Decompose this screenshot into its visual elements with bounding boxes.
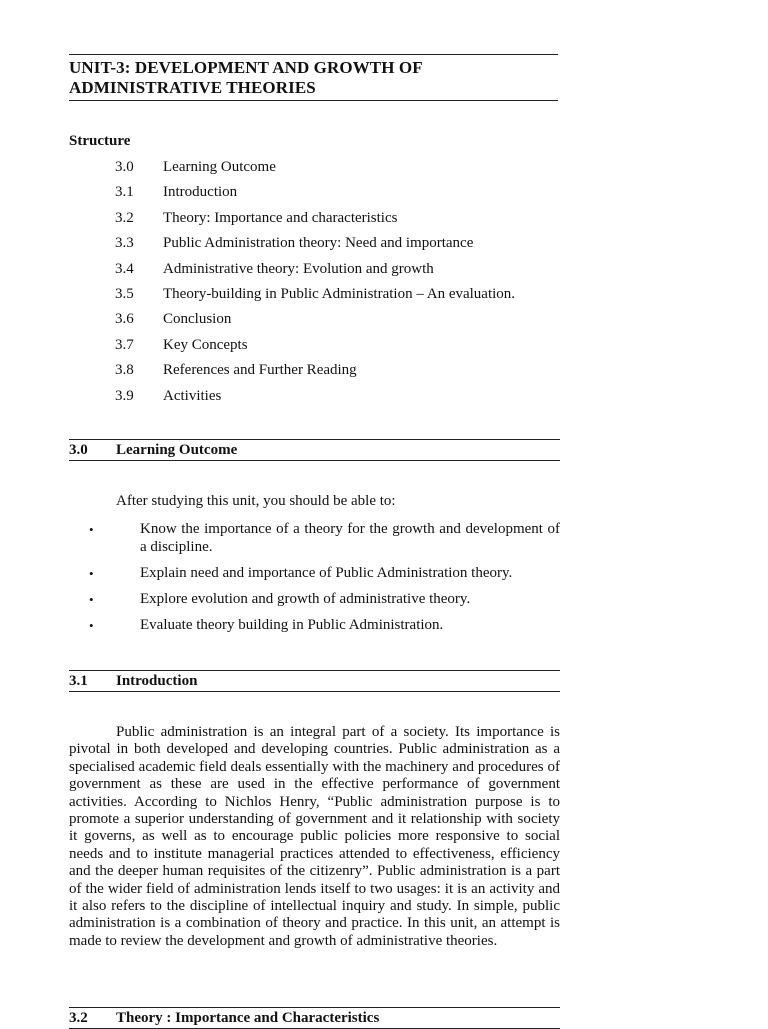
bullet-icon: •: [89, 565, 94, 581]
structure-item: [115, 157, 555, 182]
section-title: Theory : Importance and Characteristics: [116, 1010, 380, 1026]
bullet-icon: •: [89, 617, 94, 633]
structure-heading: Structure: [69, 133, 131, 149]
list-item-text: Explore evolution and growth of administrative theory.: [140, 590, 471, 607]
unit-title-line-2: ADMINISTRATIVE THEORIES: [69, 78, 316, 97]
structure-item-number: 3.4: [115, 260, 134, 277]
structure-item-number: 3.5: [115, 285, 134, 302]
structure-item-number: 3.1: [115, 184, 134, 201]
structure-item-number: 3.3: [115, 235, 134, 252]
structure-item-number: 3.7: [115, 336, 134, 353]
unit-title-block: [69, 54, 558, 101]
section-number: 3.1: [69, 673, 88, 689]
bullet-icon: •: [89, 591, 94, 607]
structure-item-number: 3.2: [115, 209, 134, 226]
structure-item: [115, 386, 555, 411]
structure-item-number: 3.6: [115, 311, 134, 328]
structure-item-label: References and Further Reading: [163, 362, 357, 379]
structure-item-label: Theory-building in Public Administration – An evaluation.: [163, 285, 516, 302]
structure-item-label: Key Concepts: [163, 336, 248, 353]
section-number: 3.0: [69, 442, 88, 458]
structure-item-label: Learning Outcome: [163, 159, 276, 175]
structure-item: [115, 284, 555, 309]
structure-item-number: 3.0: [115, 159, 134, 175]
structure-item-label: Introduction: [163, 184, 238, 201]
list-item: [89, 521, 560, 556]
learning-outcome-list: [89, 521, 560, 643]
list-item: [89, 565, 560, 583]
section-number: 3.2: [69, 1010, 88, 1026]
structure-item-label: Administrative theory: Evolution and growth: [163, 260, 434, 277]
structure-item-label: Public Administration theory: Need and importance: [163, 235, 474, 252]
list-item: [89, 617, 560, 635]
introduction-paragraph: Public administration is an integral part of a society. Its importance is pivotal in both developed and developing countries. Public administration as a specialised academic field deals essentially with the machinery and procedures of government as these are used in the effective performance of government activities. According to Nichlos Henry, “Public administration purpose is to promote a superior understanding of government and it relationship with society it governs, as well as to encourage public policies more responsive to social needs and to institute managerial practices attended to effectiveness, efficiency and the deeper human requisites of the citizenry”. Public administration is a part of the wider field of administration lends itself to two usages: it is an activity and it also refers to the discipline of intellectual inquiry and study. In simple, public administration is a combination of theory and practice. In this unit, an attempt is made to review the development and growth of administrative theories.: [69, 724, 560, 949]
section-title: Learning Outcome: [116, 442, 238, 458]
structure-list: [115, 157, 555, 411]
structure-item: [115, 360, 555, 385]
structure-item: [115, 309, 555, 334]
list-item-text: Know the importance of a theory for the growth and development of a discipline.: [140, 521, 560, 555]
structure-item: [115, 233, 555, 258]
section-heading-theory: [69, 1007, 560, 1029]
structure-item: [115, 182, 555, 207]
list-item: [89, 591, 560, 609]
structure-item-label: Activities: [163, 387, 222, 404]
learning-outcome-intro: After studying this unit, you should be able to:: [116, 493, 396, 509]
unit-title-line-1: UNIT-3: DEVELOPMENT AND GROWTH OF: [69, 58, 423, 77]
list-item-text: Explain need and importance of Public Administration theory.: [140, 564, 513, 581]
structure-item-number: 3.9: [115, 387, 134, 404]
structure-item: [115, 259, 555, 284]
bullet-icon: •: [89, 522, 94, 537]
structure-item-label: Theory: Importance and characteristics: [163, 209, 398, 226]
section-heading-learning-outcome: [69, 439, 560, 461]
structure-item-number: 3.8: [115, 362, 134, 379]
structure-item-label: Conclusion: [163, 311, 232, 328]
list-item-text: Evaluate theory building in Public Administration.: [140, 616, 444, 633]
section-title: Introduction: [116, 673, 198, 689]
structure-item: [115, 208, 555, 233]
structure-item: [115, 335, 555, 360]
section-heading-introduction: [69, 670, 560, 692]
